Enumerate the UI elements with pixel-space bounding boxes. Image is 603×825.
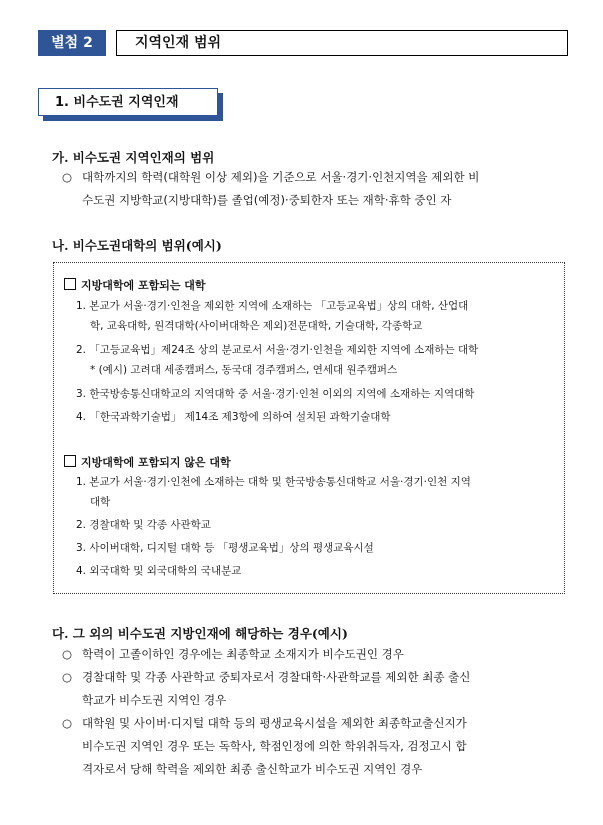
list-item: 3. 한국방송통신대학교의 지역대학 중 서울·경기·인천 이외의 지역에 소재하는 지역대학: [76, 388, 475, 400]
list-item: 1. 본교가 서울·경기·인천에 소재하는 대학 및 한국방송통신대학교 서울·경기·인천 지역 대학: [76, 476, 471, 508]
list-item: ○ 경찰대학 및 각종 사관학교 중퇴자로서 경찰대학·사관학교를 제외한 최종 출신 학교가 비수도권 지역인 경우: [62, 666, 574, 712]
included-heading: [64, 277, 206, 293]
ga-line-2: 수도권 지방학교(지방대학)를 졸업(예정)·중퇴한자 또는 재학·휴학 중인 자: [82, 193, 452, 207]
included-list: [76, 296, 564, 427]
list-item: 4. 「한국과학기술법」 제14조 제3항에 의하여 설치된 과학기술대학: [76, 411, 391, 423]
section-da-heading: 다. 그 외의 비수도권 지방인재에 해당하는 경우(예시): [52, 626, 348, 641]
list-item: 1. 본교가 서울·경기·인천을 제외한 지역에 소재하는 「고등교육법」상의 대학, 산업대 학, 교육대학, 원격대학(사이버대학은 제외)전문대학, 기술대학, 각종학교: [76, 300, 469, 332]
list-item: 2. 「고등교육법」제24조 상의 분교로서 서울·경기·인천을 제외한 지역에 소재하는 대학 * (예시) 고려대 세종캠퍼스, 동국대 경주캠퍼스, 연세대 원주캠퍼스: [76, 344, 479, 376]
list-item: ○ 학력이 고졸이하인 경우에는 최종학교 소재지가 비수도권인 경우: [62, 643, 574, 666]
excluded-heading: [64, 454, 231, 470]
section-1-title: 1. 비수도권 지역인재: [38, 88, 218, 116]
list-item: 3. 사이버대학, 디지털 대학 등 「평생교육법」상의 평생교육시설: [76, 542, 374, 554]
page-title-box: [116, 30, 568, 56]
list-item: 4. 외국대학 및 외국대학의 국내분교: [76, 565, 242, 577]
circle-bullet-icon: ○: [62, 170, 73, 184]
attachment-badge: 별첨 2: [38, 30, 106, 56]
checkbox-square-icon: [64, 455, 76, 467]
excluded-title: 지방대학에 포함되지 않은 대학: [81, 456, 231, 469]
page-title: 지역인재 범위: [135, 35, 222, 51]
checkbox-square-icon: [64, 278, 76, 290]
excluded-list: [76, 472, 564, 581]
list-item: ○ 대학원 및 사이버·디지털 대학 등의 평생교육시설을 제외한 최종학교출신지가 비수도권 지역인 경우 또는 독학사, 학점인정에 의한 학위취득자, 검정고시 합 격자로서 당해 학력을 제외한 최종 출신학교가 비수도권 지역인 경우: [62, 712, 574, 781]
section-ga-heading: 가. 비수도권 지역인재의 범위: [52, 150, 215, 165]
list-item: 2. 경찰대학 및 각종 사관학교: [76, 519, 211, 531]
circle-bullet-icon: ○: [62, 647, 73, 661]
section-na-heading: 나. 비수도권대학의 범위(예시): [52, 238, 222, 253]
circle-bullet-icon: ○: [62, 670, 73, 684]
circle-bullet-icon: ○: [62, 716, 73, 730]
section-ga-bullet: [62, 166, 572, 212]
section-da-bullets: [62, 643, 574, 781]
ga-line-1: 대학까지의 학력(대학원 이상 제외)을 기준으로 서울·경기·인천지역을 제외한 비: [82, 170, 480, 184]
included-title: 지방대학에 포함되는 대학: [81, 279, 206, 292]
